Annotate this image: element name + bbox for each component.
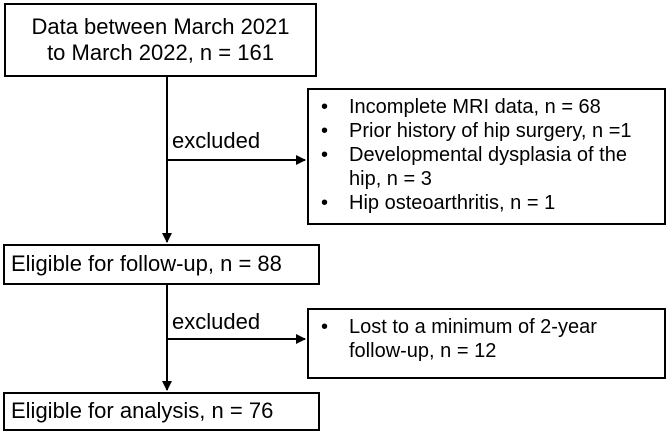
exclusion-item xyxy=(319,315,654,363)
bullet-icon: • xyxy=(321,96,329,118)
exclusion-box-1 xyxy=(307,88,666,225)
exclusion-item-text: Lost to a minimum of 2-year follow-up, n = 12 xyxy=(349,316,597,362)
exclusion-item xyxy=(319,143,654,191)
eligible-followup-box xyxy=(3,244,320,285)
eligible-followup-text: Eligible for follow-up, n = 88 xyxy=(11,251,282,277)
bullet-icon: • xyxy=(321,120,329,142)
bullet-icon: • xyxy=(321,144,329,166)
exclusion-list-1 xyxy=(319,95,654,215)
start-line-1: Data between March 2021 xyxy=(31,13,290,39)
exclusion-item-text: Prior history of hip surgery, n =1 xyxy=(349,120,632,142)
exclusion-box-2 xyxy=(307,308,666,379)
exclusion-list-2 xyxy=(319,315,654,363)
exclusion-item-text: Hip osteoarthritis, n = 1 xyxy=(349,192,556,214)
bullet-icon: • xyxy=(321,192,329,214)
eligible-analysis-box xyxy=(3,392,320,431)
start-line-2: to March 2022, n = 161 xyxy=(47,40,274,65)
exclusion-item-text: Incomplete MRI data, n = 68 xyxy=(349,96,601,118)
excluded-label-2: excluded xyxy=(172,309,261,334)
eligible-analysis-text: Eligible for analysis, n = 76 xyxy=(11,398,274,424)
exclusion-item-text: Developmental dysplasia of the hip, n = 3 xyxy=(349,144,627,190)
bullet-icon: • xyxy=(321,316,329,338)
exclusion-item xyxy=(319,95,654,119)
exclusion-item xyxy=(319,119,654,143)
excluded-label-1: excluded xyxy=(172,128,261,153)
start-box xyxy=(4,3,317,77)
exclusion-item xyxy=(319,191,654,215)
